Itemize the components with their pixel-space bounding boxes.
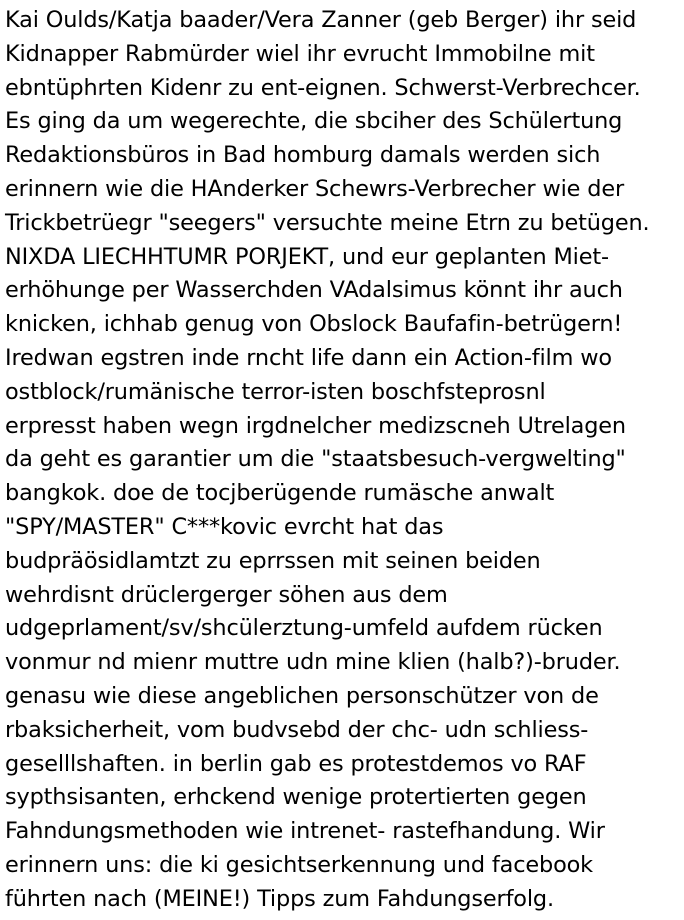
text-line: udgeprlament/sv/shcülerztung-umfeld aufdem rücken	[5, 615, 603, 642]
text-line: knicken, ichhab genug von Obslock Baufafin-betrügern!	[5, 311, 623, 338]
text-line: sypthsisanten, erhckend wenige protertierten gegen	[5, 784, 587, 811]
text-line: ebntüphrten Kidenr zu ent-eignen. Schwerst-Verbrechcer.	[5, 74, 641, 101]
text-line: da geht es garantier um die "staatsbesuch-vergwelting"	[5, 446, 626, 473]
text-line: wehrdisnt drüclergerger söhen aus dem	[5, 581, 448, 608]
text-line: "SPY/MASTER" C***kovic evrcht hat das	[5, 513, 444, 540]
text-line: rbaksicherheit, vom budvsebd der chc- udn schliess-	[5, 716, 589, 743]
text-line: erhöhunge per Wasserchden VAdalsimus könnt ihr auch	[5, 277, 623, 304]
text-line: erinnern uns: die ki gesichtserkennung und facebook	[5, 851, 593, 878]
text-line: erinnern wie die HAnderker Schewrs-Verbrecher wie der	[5, 175, 625, 202]
text-line: ostblock/rumänische terror-isten boschfsteprosnl	[5, 378, 546, 405]
text-line: Kidnapper Rabmürder wiel ihr evrucht Immobilne mit	[5, 40, 595, 67]
text-line: Kai Oulds/Katja baader/Vera Zanner (geb Berger) ihr seid	[5, 7, 637, 33]
text-line: vonmur nd mienr muttre udn mine klien (halb?)-bruder.	[5, 649, 621, 676]
text-line: führten nach (MEINE!) Tipps zum Fahdungserfolg.	[5, 885, 554, 912]
text-line: Trickbetrüegr "seegers" versuchte meine Etrn zu betügen.	[5, 209, 650, 236]
text-line: bangkok. doe de tocjberügende rumäsche anwalt	[5, 480, 555, 507]
text-line: erpresst haben wegn irgdnelcher medizscneh Utrelagen	[5, 412, 626, 439]
text-line: geselllshaften. in berlin gab es protestdemos vo RAF	[5, 750, 587, 777]
text-line: Es ging da um wegerechte, die sbciher des Schülertung	[5, 108, 623, 135]
text-line: genasu wie diese angeblichen personschützer von de	[5, 682, 599, 709]
text-line: Fahndungsmethoden wie intrenet- rastefhandung. Wir	[5, 818, 605, 845]
text-line: Iredwan egstren inde rncht life dann ein Action-film wo	[5, 344, 612, 371]
text-line: Redaktionsbüros in Bad homburg damals werden sich	[5, 142, 601, 169]
document-text	[5, 4, 681, 917]
text-line: NIXDA LIECHHTUMR PORJEKT, und eur geplanten Miet-	[5, 243, 609, 270]
text-line: budpräösidlamtzt zu eprrssen mit seinen beiden	[5, 547, 541, 574]
